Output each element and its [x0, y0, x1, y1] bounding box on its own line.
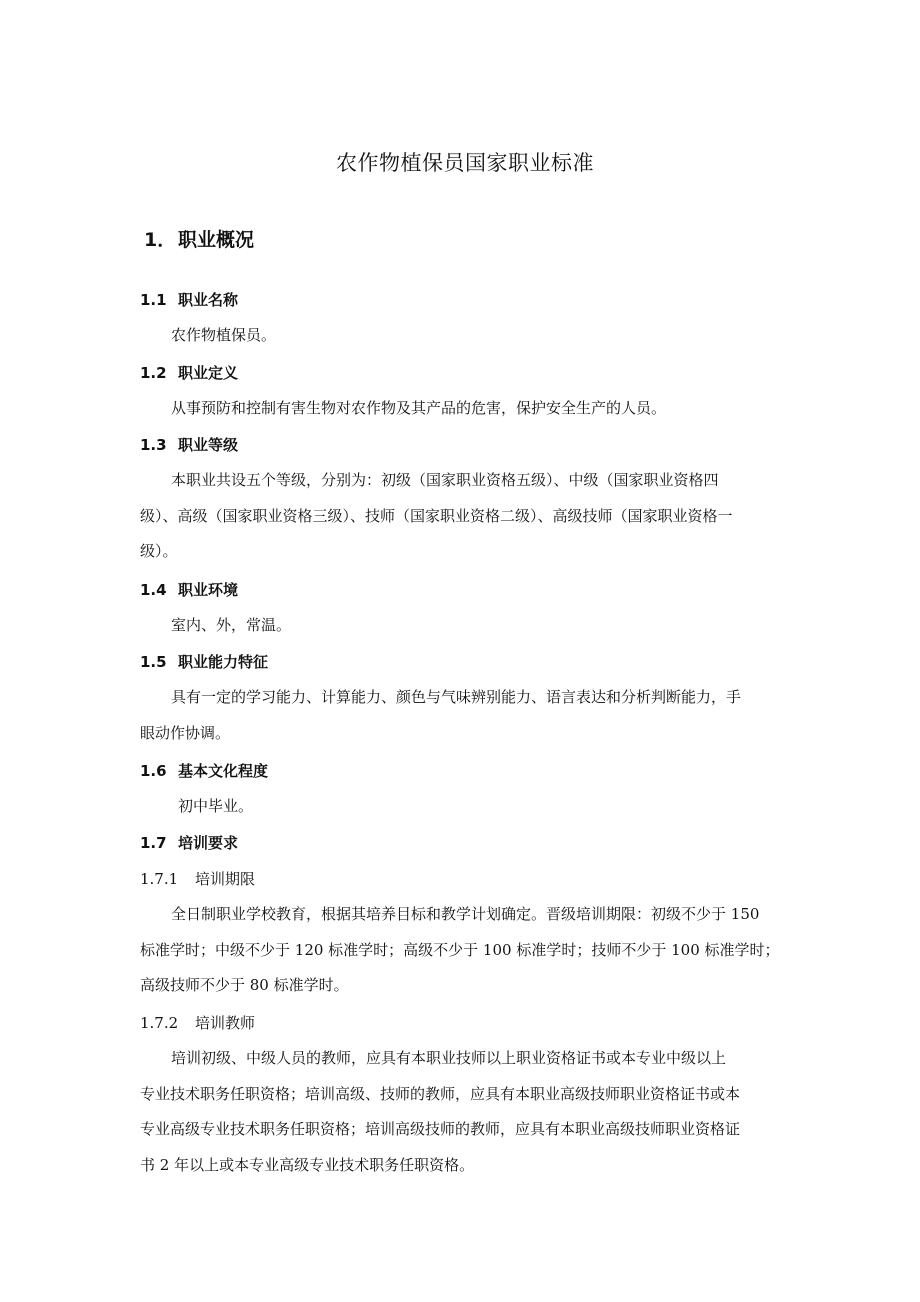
section-title: 职业能力特征	[178, 653, 269, 671]
section-number: 1.2	[140, 364, 167, 382]
subsection-title: 培训教师	[195, 1014, 256, 1032]
section-text-1-6: 初中毕业。	[178, 797, 254, 815]
section-number: 1.5	[140, 653, 167, 671]
subsection-text-1-7-2: 培训初级、中级人员的教师，应具有本职业技师以上职业资格证书或本专业中级以上 专业技术职务任职资格；培训高级、技师的教师，应具有本职业高级技师职业资格证书或本 专业高级专业技术职务任职资格；培训高级技师的教师，应具有本职业高级技师职业资格证 书 2 年以上或本专业高级专业技术职务任职资格。	[140, 1049, 741, 1174]
section-text-1-4: 室内、外，常温。	[171, 616, 292, 634]
section-number: 1.6	[140, 762, 167, 780]
section-title: 基本文化程度	[178, 762, 269, 780]
section-heading-1-2	[140, 361, 238, 385]
section-title: 职业定义	[178, 364, 239, 382]
subsection-text-1-7-1: 全日制职业学校教育，根据其培养目标和教学计划确定。晋级培训期限：初级不少于 150 标准学时；中级不少于 120 标准学时；高级不少于 100 标准学时；技师不少于 100 标准学时； 高级技师不少于 80 标准学时。	[140, 905, 780, 994]
chapter-number: 1．	[144, 229, 177, 251]
section-number: 1.4	[140, 581, 167, 599]
section-title: 培训要求	[178, 834, 239, 852]
section-title: 职业环境	[178, 581, 239, 599]
section-number: 1.7	[140, 834, 167, 852]
section-heading-1-3	[140, 433, 238, 457]
section-text-1-3: 本职业共设五个等级，分别为：初级（国家职业资格五级）、中级（国家职业资格四 级）、高级（国家职业资格三级）、技师（国家职业资格二级）、高级技师（国家职业资格一 级）。	[140, 471, 733, 560]
section-title: 职业等级	[178, 436, 239, 454]
subsection-number: 1.7.2	[140, 1014, 179, 1032]
section-heading-1-1	[140, 288, 238, 312]
section-number: 1.3	[140, 436, 167, 454]
subsection-title: 培训期限	[195, 870, 256, 888]
subsection-heading-1-7-2	[140, 1011, 255, 1035]
section-heading-1-5	[140, 650, 268, 674]
section-text-1-1: 农作物植保员。	[171, 326, 277, 344]
section-text-1-5: 具有一定的学习能力、计算能力、颜色与气味辨别能力、语言表达和分析判断能力，手 眼动作协调。	[140, 688, 742, 742]
document-title: 农作物植保员国家职业标准	[336, 151, 594, 175]
chapter-heading	[144, 225, 254, 255]
section-text-1-2: 从事预防和控制有害生物对农作物及其产品的危害，保护安全生产的人员。	[171, 399, 667, 417]
section-heading-1-4	[140, 578, 238, 602]
subsection-heading-1-7-1	[140, 867, 255, 891]
section-number: 1.1	[140, 291, 167, 309]
section-heading-1-7	[140, 831, 238, 855]
section-heading-1-6	[140, 759, 268, 783]
subsection-number: 1.7.1	[140, 870, 179, 888]
section-title: 职业名称	[178, 291, 239, 309]
chapter-title: 职业概况	[178, 229, 255, 251]
